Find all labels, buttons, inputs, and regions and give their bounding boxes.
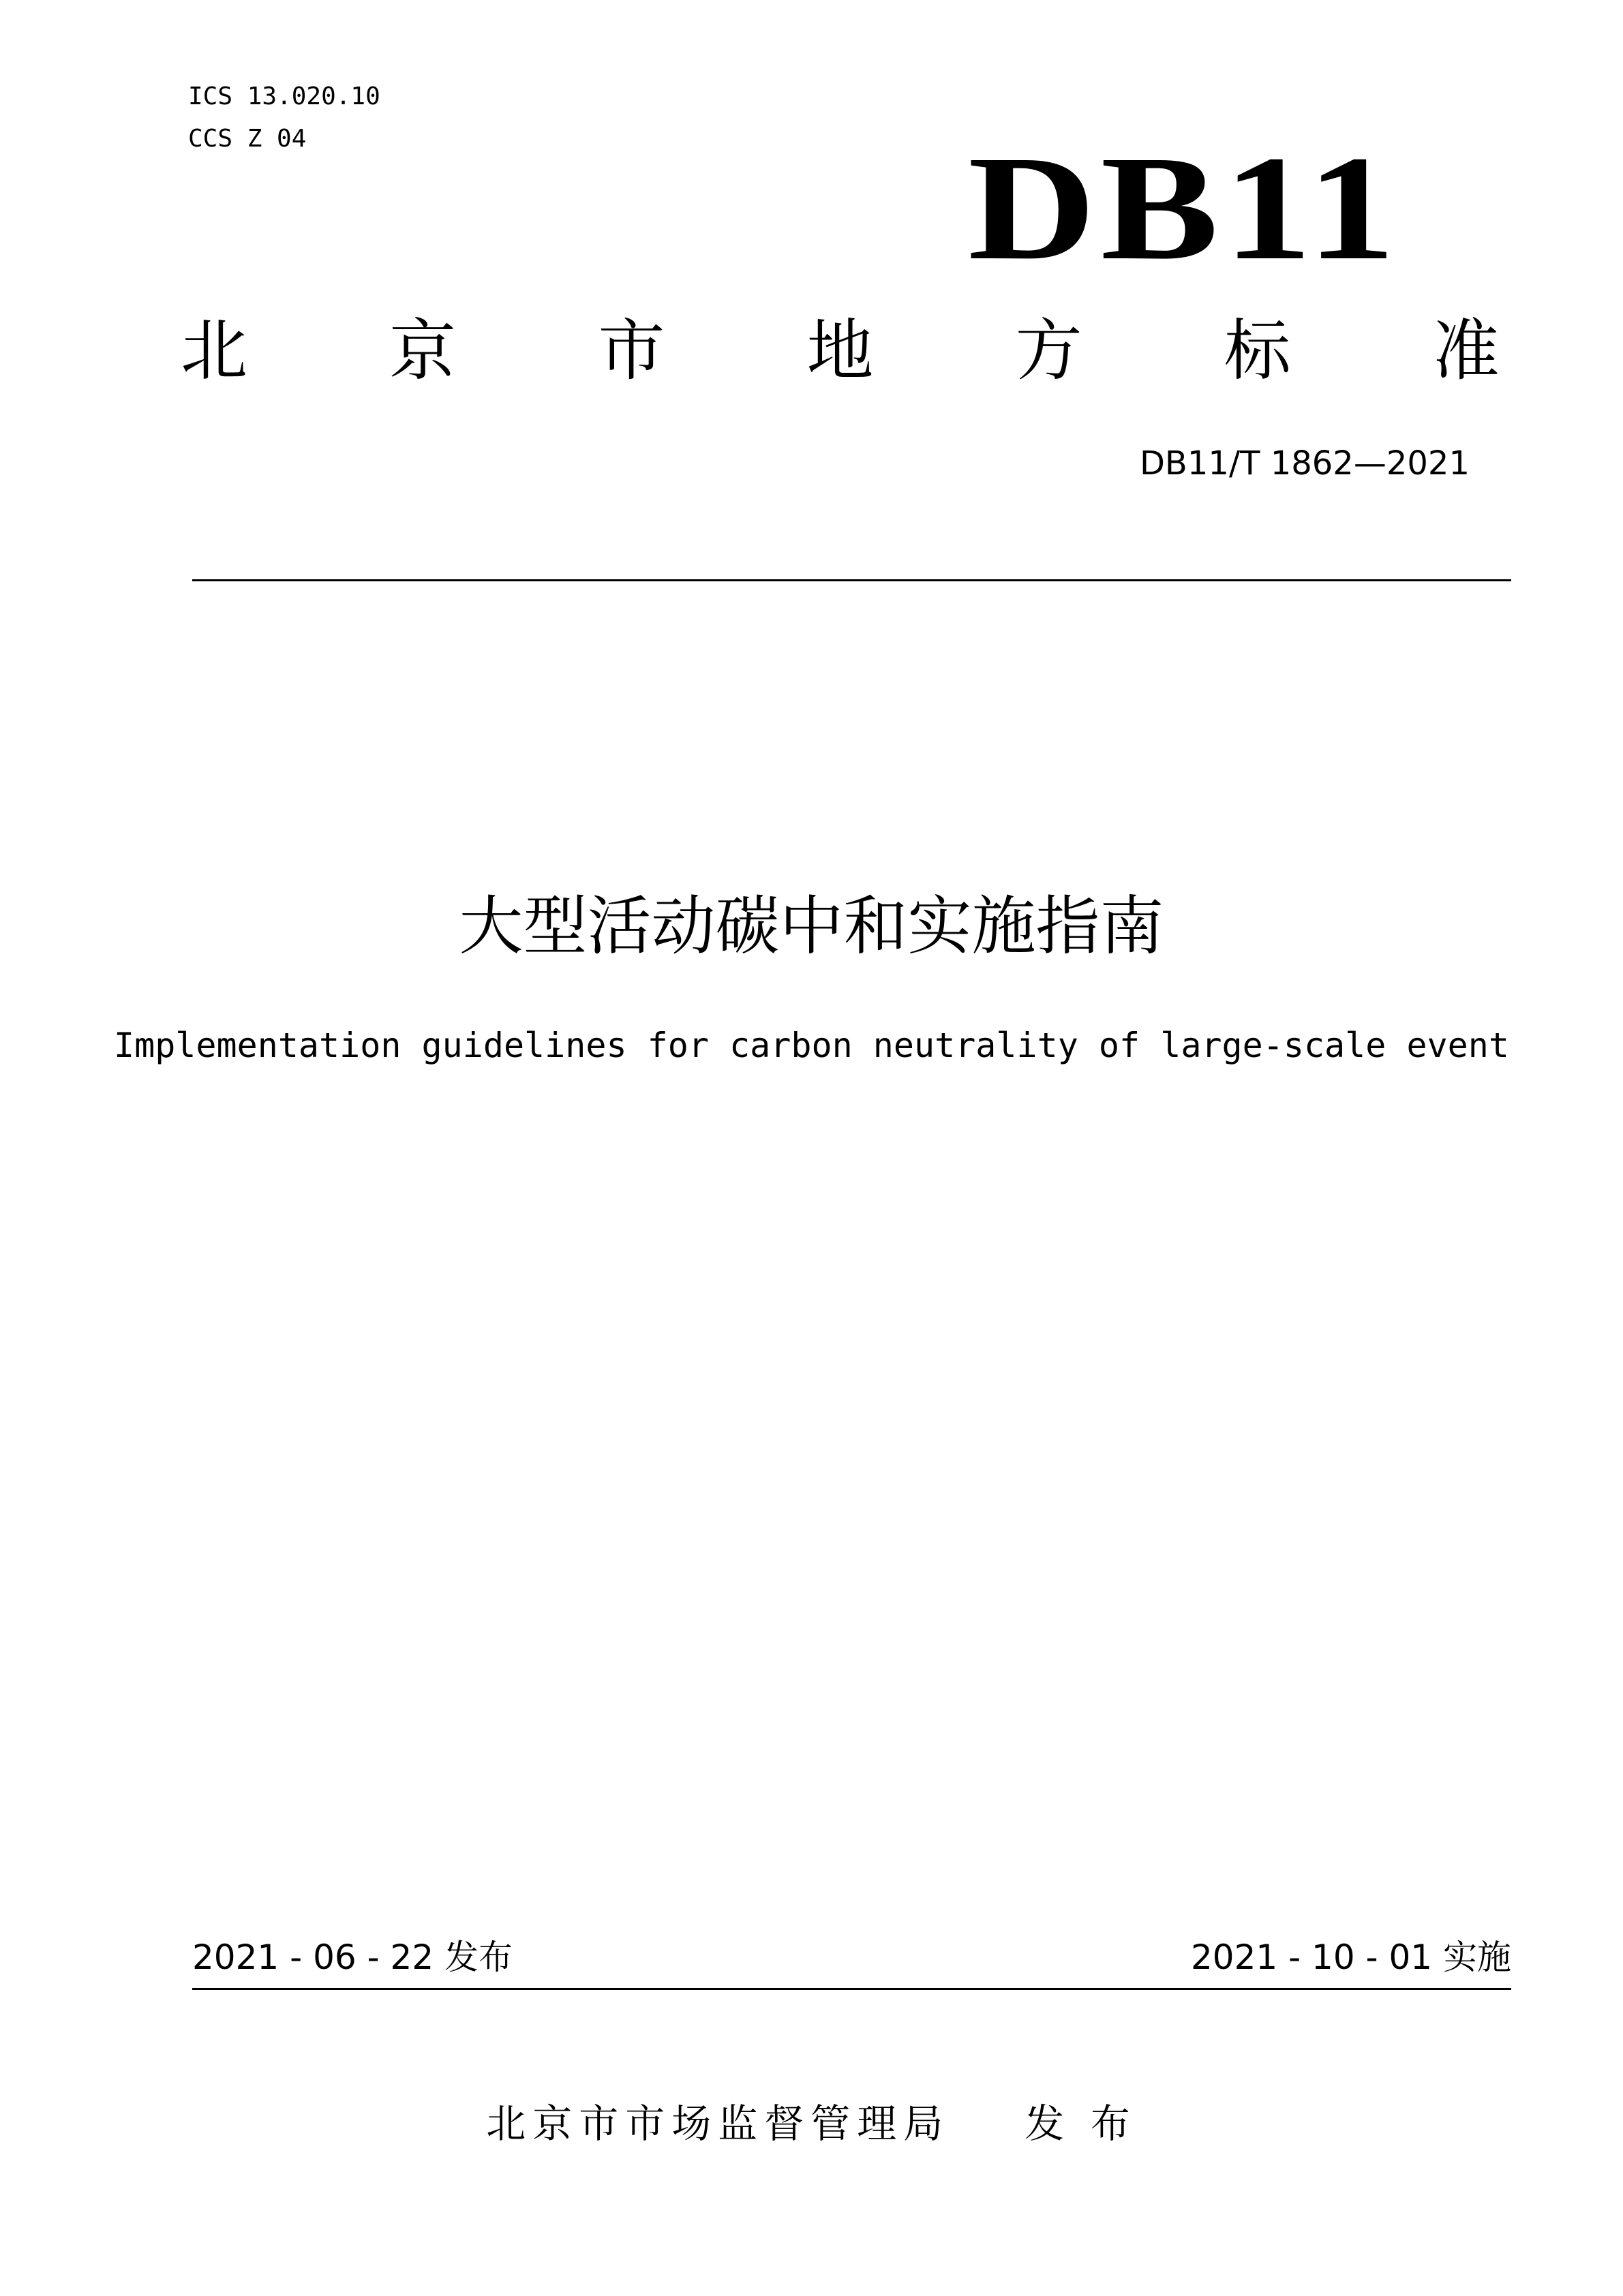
db11-logo: DB11 [968, 125, 1401, 291]
ccs-code: CCS Z 04 [188, 125, 307, 153]
issuer-name: 北京市市场监督管理局 [486, 2100, 950, 2147]
standard-type-char: 标 [1224, 312, 1291, 390]
document-title-chinese: 大型活动碳中和实施指南 [459, 889, 1164, 964]
standard-type-char: 准 [1432, 312, 1500, 390]
implement-date: 2021 - 10 - 01 实施 [1190, 1938, 1511, 1977]
standard-type-char: 北 [181, 312, 248, 390]
standard-type-char: 市 [598, 312, 665, 390]
standard-type-char: 方 [1015, 312, 1082, 390]
issue-action: 发 布 [1025, 2100, 1137, 2147]
standard-type-char: 京 [389, 312, 457, 390]
standard-type-char: 地 [806, 312, 874, 390]
header-divider [192, 579, 1511, 581]
issuer-line [0, 2098, 1623, 2149]
ics-code: ICS 13.020.10 [188, 82, 380, 110]
footer-divider [192, 1988, 1511, 1990]
publish-date: 2021 - 06 - 22 发布 [192, 1938, 513, 1977]
document-title-english: Implementation guidelines for carbon neutrality of large-scale event [114, 1026, 1509, 1065]
standard-type-title [181, 310, 1500, 392]
standard-number: DB11/T 1862—2021 [1139, 444, 1470, 483]
